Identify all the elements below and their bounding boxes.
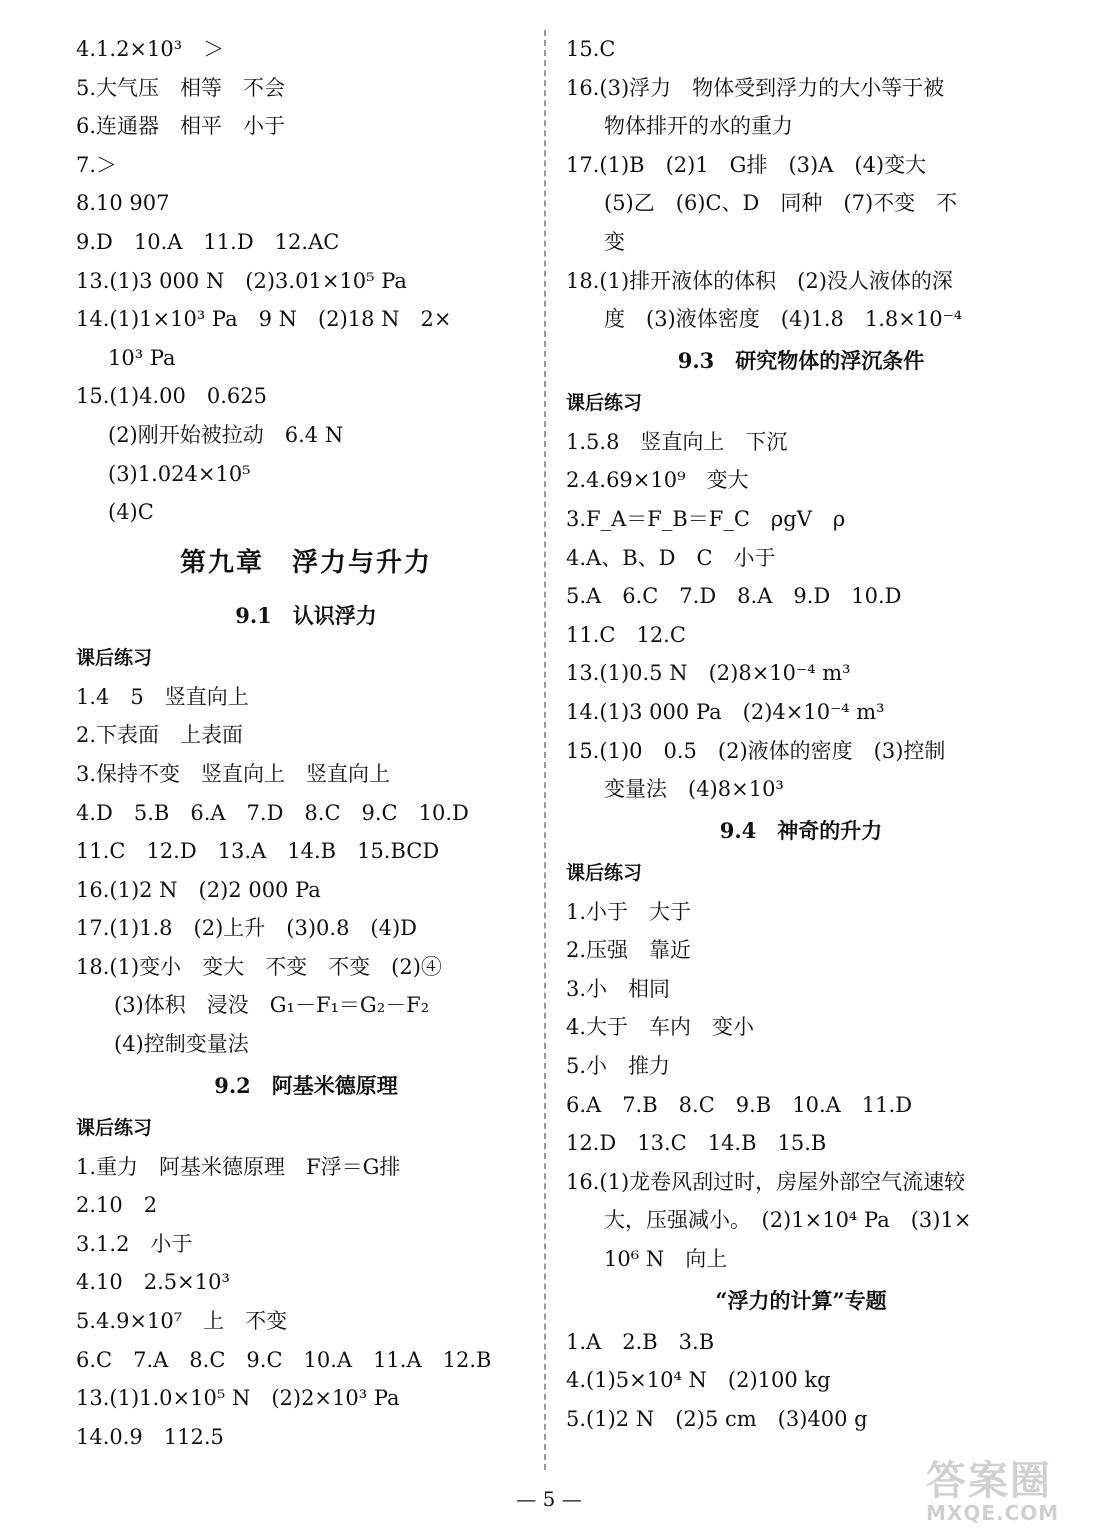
section-title-9-4: 9.4 神奇的升力 [719,817,883,843]
answer-line: 6.A 7.B 8.C 9.B 10.A 11.D [566,1092,913,1117]
answer-line: 1.5.8 竖直向上 下沉 [566,429,788,454]
answer-line: 变 [604,229,625,254]
answer-line: 4.1.2×10³ ＞ [76,37,225,61]
answer-line: (2)刚开始被拉动 6.4 N [108,422,344,447]
answer-line: 3.保持不变 竖直向上 竖直向上 [76,761,391,786]
answer-line: 16.(1)2 N (2)2 000 Pa [76,877,321,902]
answer-line: 5.(1)2 N (2)5 cm (3)400 g [566,1406,868,1431]
answer-line: (3)1.024×10⁵ [108,461,251,486]
answer-line: 4.D 5.B 6.A 7.D 8.C 9.C 10.D [76,800,469,825]
answer-line: 9.D 10.A 11.D 12.AC [76,229,340,254]
answer-line: 7.＞ [76,152,118,177]
answer-line: (4)控制变量法 [114,1032,249,1057]
answer-line: 度 (3)液体密度 (4)1.8 1.8×10⁻⁴ [604,307,963,332]
answer-line: 17.(1)1.8 (2)上升 (3)0.8 (4)D [76,916,418,941]
answer-line: 2.下表面 上表面 [76,723,244,748]
section-title-9-2: 9.2 阿基米德原理 [214,1072,398,1098]
section-title-9-3: 9.3 研究物体的浮沉条件 [677,347,925,373]
answer-line: 15.(1)0 0.5 (2)液体的密度 (3)控制 [566,738,946,763]
answer-line: 6.C 7.A 8.C 9.C 10.A 11.A 12.B [76,1347,492,1372]
subheading-exercises: 课后练习 [566,861,643,884]
right-column [566,30,1036,1438]
page-number: — 5 — [516,1487,582,1511]
answer-line: 2.4.69×10⁹ 变大 [566,468,749,493]
subheading-exercises: 课后练习 [566,391,643,414]
answer-line: 1.小于 大于 [566,899,692,924]
answer-line: 17.(1)B (2)1 G排 (3)A (4)变大 [566,152,927,177]
answer-line: 11.C 12.D 13.A 14.B 15.BCD [76,839,440,864]
answer-line: 5.A 6.C 7.D 8.A 9.D 10.D [566,584,902,609]
subheading-exercises: 课后练习 [76,1116,153,1139]
answer-line: (3)体积 浸没 G₁－F₁＝G₂－F₂ [114,993,430,1018]
answer-line: 6.连通器 相平 小于 [76,114,286,139]
section-title-buoyancy-calc: “浮力的计算”专题 [715,1287,887,1313]
answer-line: 13.(1)3 000 N (2)3.01×10⁵ Pa [76,268,407,293]
answer-line: 3.小 相同 [566,976,671,1001]
answer-line: 16.(3)浮力 物体受到浮力的大小等于被 [566,75,945,100]
watermark-url: MXQE.COM [926,1501,1060,1525]
answer-line: 14.(1)3 000 Pa (2)4×10⁻⁴ m³ [566,699,885,724]
answer-line: 2.10 2 [76,1193,158,1218]
answer-line: 12.D 13.C 14.B 15.B [566,1131,827,1156]
answer-line: 4.大于 车内 变小 [566,1015,755,1040]
left-column [76,30,536,1456]
answer-line: 1.4 5 竖直向上 [76,684,249,709]
answer-line: 5.4.9×10⁷ 上 不变 [76,1309,288,1334]
chapter-title: 第九章 浮力与升力 [179,547,432,578]
watermark-logo [926,1460,1086,1528]
answer-line: 3.1.2 小于 [76,1231,193,1256]
answer-line: 18.(1)排开液体的体积 (2)没人液体的深 [566,268,953,293]
answer-line: (4)C [108,500,154,525]
answer-line: 10⁶ N 向上 [604,1247,728,1272]
answer-line: 10³ Pa [108,345,176,370]
section-title-9-1: 9.1 认识浮力 [235,602,377,628]
answer-line: 4.10 2.5×10³ [76,1270,230,1295]
answer-line: 4.A、B、D C 小于 [566,545,776,570]
answer-line: 2.压强 靠近 [566,938,692,963]
answer-line: 8.10 907 [76,191,170,216]
answer-line: 16.(1)龙卷风刮过时，房屋外部空气流速较 [566,1169,966,1194]
answer-line: 15.(1)4.00 0.625 [76,384,268,409]
answer-line: 18.(1)变小 变大 不变 不变 (2)④ [76,954,442,979]
answer-line: 14.0.9 112.5 [76,1424,224,1449]
answer-line: 13.(1)1.0×10⁵ N (2)2×10³ Pa [76,1386,400,1411]
answer-line: 1.A 2.B 3.B [566,1329,715,1354]
answer-line: 4.(1)5×10⁴ N (2)100 kg [566,1368,831,1393]
answer-line: 1.重力 阿基米德原理 F浮＝G排 [76,1154,401,1179]
answer-line: 14.(1)1×10³ Pa 9 N (2)18 N 2× [76,307,452,332]
subheading-exercises: 课后练习 [76,646,153,669]
answer-line: 5.大气压 相等 不会 [76,75,286,100]
answer-line: 大，压强减小。 (2)1×10⁴ Pa (3)1× [604,1208,972,1233]
answer-line: (5)乙 (6)C、D 同种 (7)不变 不 [604,191,958,216]
answer-line: 变量法 (4)8×10³ [604,777,784,802]
column-divider [544,30,546,1470]
watermark-title: 答案圈 [926,1458,1052,1504]
answer-line: 15.C [566,37,616,61]
answer-line: 3.F_A＝F_B＝F_C ρgV ρ [566,506,846,531]
answer-line: 13.(1)0.5 N (2)8×10⁻⁴ m³ [566,661,851,686]
answer-line: 5.小 推力 [566,1054,671,1079]
answer-line: 11.C 12.C [566,622,686,647]
answer-line: 物体排开的水的重力 [604,114,793,139]
